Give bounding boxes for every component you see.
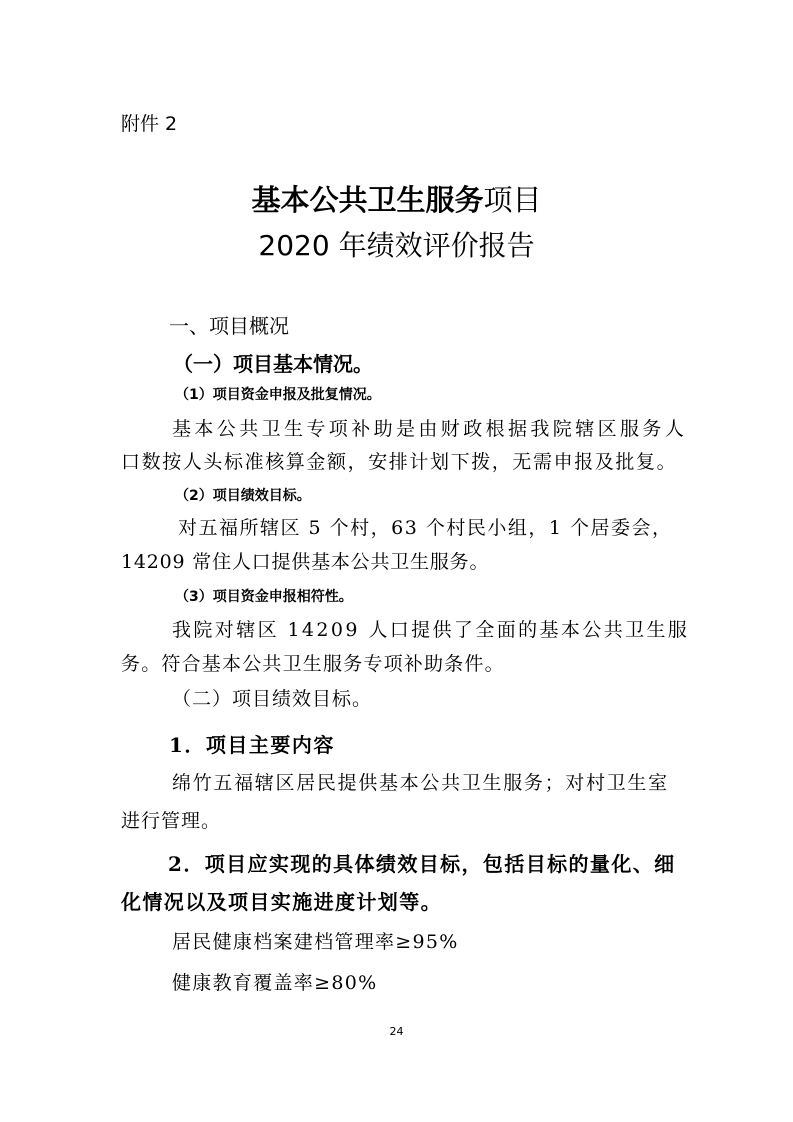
target-item: 居民健康档案建档管理率≥95%: [172, 931, 459, 953]
paragraph-line: 务。符合基本公共卫生服务专项补助条件。: [121, 653, 505, 675]
attachment-label: 附件 2: [121, 113, 178, 135]
page-number: 24: [389, 1025, 404, 1038]
paragraph-line: 14209 常住人口提供基本公共卫生服务。: [121, 551, 490, 573]
target-item: 健康教育覆盖率≥80%: [172, 972, 378, 994]
point-heading-1: 1．项目主要内容: [169, 733, 335, 757]
item-heading-1: （1）项目资金申报及批复情况。: [175, 387, 381, 403]
report-title-line2: 2020 年绩效评价报告: [258, 229, 535, 262]
report-title-line1: [0, 178, 793, 219]
item-heading-2: （2）项目绩效目标。: [175, 488, 311, 504]
subsection-heading-2: （二）项目绩效目标。: [172, 688, 373, 710]
paragraph-line: 口数按人头标准核算金额，安排计划下拨，无需申报及批复。: [121, 451, 678, 473]
point-heading-2-line2: 化情况以及项目实施进度计划等。: [121, 890, 442, 914]
item-heading-3: （3）项目资金申报相符性。: [175, 589, 353, 605]
paragraph-line: 进行管理。: [121, 810, 222, 832]
section-heading: 一、项目概况: [169, 314, 289, 338]
subsection-heading-1: （一）项目基本情况。: [173, 352, 373, 376]
title-rest-part: 项目: [483, 183, 542, 217]
title-bold-part: 基本公共卫生服务: [251, 183, 484, 217]
paragraph-line: 绵竹五福辖区居民提供基本公共卫生服务；对村卫生室: [172, 772, 669, 794]
point-heading-2-line1: 2．项目应实现的具体绩效目标，包括目标的量化、细: [168, 852, 676, 876]
paragraph-line: 我院对辖区 14209 人口提供了全面的基本公共卫生服: [172, 619, 690, 641]
paragraph-line: 对五福所辖区 5 个村，63 个村民小组，1 个居委会，: [178, 517, 673, 539]
paragraph-line: 基本公共卫生专项补助是由财政根据我院辖区服务人: [172, 418, 688, 440]
